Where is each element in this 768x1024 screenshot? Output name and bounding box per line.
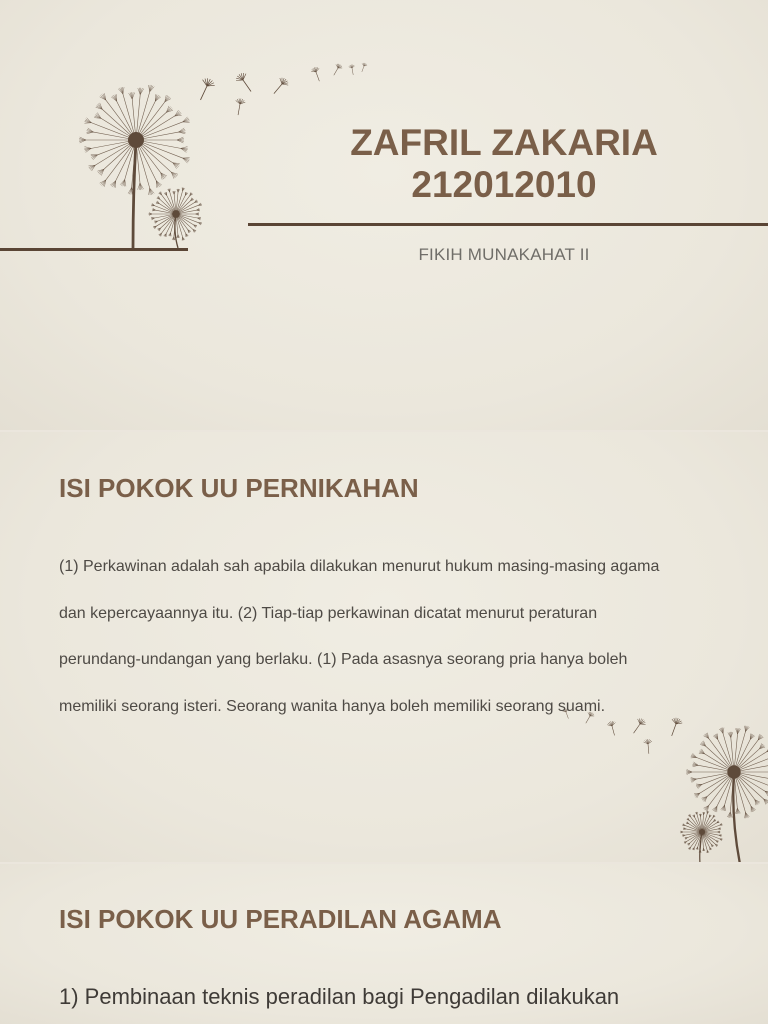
title-underline	[248, 223, 768, 226]
dandelion-illustration	[0, 0, 768, 430]
dandelion-seed-icon	[359, 62, 367, 73]
dandelion-flower	[149, 188, 202, 248]
slide-subtitle: FIKIH MUNAKAHAT II	[418, 245, 590, 264]
dandelion-seed-icon	[270, 76, 291, 98]
slide-body-text: (1) Perkawinan adalah sah apabila dilakukan menurut hukum masing-masing agama dan kepercayaannya itu. (2) Tiap-tiap perkawinan dicatat menurut peraturan perundang-undangan yang berlaku. (1) Pada asasnya seorang pria hanya boleh memiliki seorang isteri. Seorang wanita hanya boleh memiliki seorang suami.	[59, 558, 660, 715]
slide-heading: ISI POKOK UU PERADILAN AGAMA	[59, 904, 502, 934]
dandelion-flower	[686, 726, 768, 862]
dandelion-seed-icon	[194, 76, 216, 103]
dandelion-seed-icon	[233, 98, 245, 116]
dandelion-seed-icon	[643, 739, 653, 754]
ground-line	[0, 248, 188, 251]
title-slide	[0, 0, 768, 430]
content-slide-peradilan	[0, 864, 768, 1024]
dandelion-seed-icon	[310, 66, 323, 83]
slide-heading: ISI POKOK UU PERNIKAHAN	[59, 473, 419, 503]
dandelion-seed-icon	[234, 71, 256, 95]
content-slide-pernikahan	[0, 432, 768, 862]
student-id: 212012010	[411, 164, 597, 205]
dandelion-seed-icon	[331, 63, 344, 78]
slide-title	[250, 122, 758, 206]
dandelion-seed-icon	[348, 64, 356, 75]
slide-body-text: 1) Pembinaan teknis peradilan bagi Pengadilan dilakukan	[59, 984, 620, 1009]
dandelion-flower	[680, 811, 722, 862]
presenter-name: ZAFRIL ZAKARIA	[350, 122, 658, 163]
